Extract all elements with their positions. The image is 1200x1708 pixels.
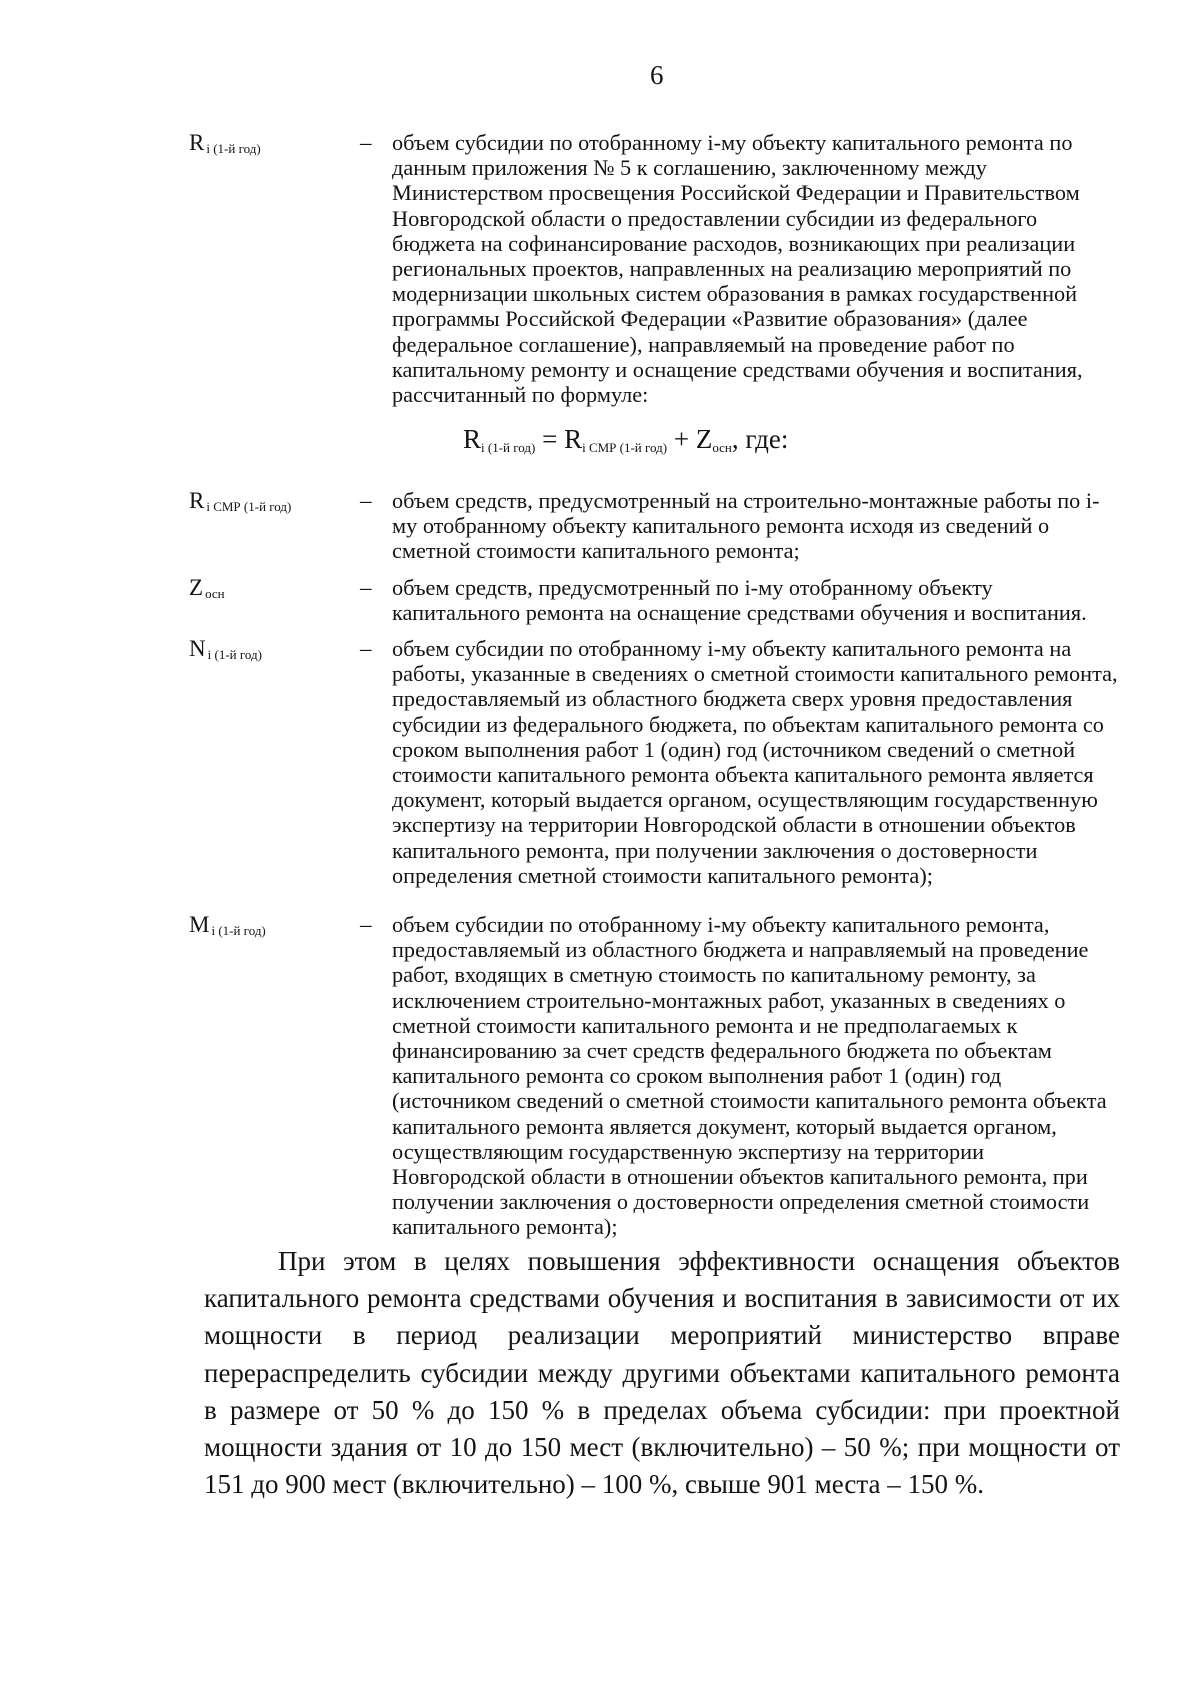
formula-tail: , где: <box>731 424 789 454</box>
symbol-subscript: осн <box>205 586 225 601</box>
definition-text-m-first-year: объем субсидии по отобранному i-му объекту капитального ремонта, предоставляемый из областного бюджета и направляемый на проведение работ, входящих в сметную стоимость по капитальному ремонту, за исключением строительно-монтажных работ, указанных в сведениях о сметной стоимости капитального ремонта и не предполагаемых к финансированию за счет средств федерального бюджета по объектам капитального ремонта со сроком выполнения работ 1 (один) год (источником сведений о сметной стоимости капитального ремонта объекта капитального ремонта является документ, который выдается органом, осуществляющим государственную экспертизу на территории Новгородской области в отношении объектов капитального ремонта, при получении заключения о достоверности определения сметной стоимости капитального ремонта); <box>392 912 1107 1240</box>
formula-equals: = <box>535 424 565 454</box>
definition-text-z-osn: объем средств, предусмотренный по i-му отобранному объекту капитального ремонта на оснащение средствами обучения и воспитания. <box>392 575 1087 626</box>
definition-dash: – <box>360 912 372 937</box>
symbol-letter: R <box>189 488 205 513</box>
definition-text-r-smr: объем средств, предусмотренный на строительно-монтажные работы по i-му отобранному объекту капитального ремонта исходя из сведений о сметной стоимости капитального ремонта; <box>392 488 1100 564</box>
definition-dash: – <box>360 575 372 600</box>
symbol-letter: N <box>189 636 206 661</box>
formula-lhs-subscript: i (1-й год) <box>481 440 536 455</box>
definition-text-n-first-year: объем субсидии по отобранному i-му объекту капитального ремонта на работы, указанные в сведениях о сметной стоимости капитального ремонта, предоставляемый из областного бюджета сверх уровня предоставления субсидии из федерального бюджета, по объектам капитального ремонта со сроком выполнения работ 1 (один) год (источником сведений о сметной стоимости капитального ремонта объекта капитального ремонта является документ, который выдается органом, осуществляющим государственную экспертизу на территории Новгородской области в отношении объектов капитального ремонта, при получении заключения о достоверности определения сметной стоимости капитального ремонта); <box>392 636 1118 888</box>
symbol-subscript: i (1-й год) <box>206 141 261 156</box>
symbol-letter: Z <box>189 575 204 600</box>
symbol-r-smr <box>189 488 291 520</box>
formula-lhs: R <box>463 424 482 454</box>
formula-term2-subscript: осн <box>712 440 732 455</box>
formula-term1-subscript: i СМР (1-й год) <box>582 440 668 455</box>
symbol-letter: M <box>189 912 210 937</box>
definition-dash: – <box>360 636 372 661</box>
symbol-subscript: i (1-й год) <box>207 647 262 662</box>
definition-dash: – <box>360 130 372 155</box>
symbol-letter: R <box>189 130 205 155</box>
formula-term2: Z <box>695 424 713 454</box>
formula-term1: R <box>564 424 583 454</box>
formula-plus: + <box>667 424 696 454</box>
symbol-r-first-year <box>189 130 261 162</box>
symbol-subscript: i (1-й год) <box>211 923 266 938</box>
definition-text-r-first-year: объем субсидии по отобранному i-му объекту капитального ремонта по данным приложения № 5 к соглашению, заключенному между Министерством просвещения Российской Федерации и Правительством Новгородской области о предоставлении субсидии из федерального бюджета на софинансирование расходов, возникающих при реализации региональных проектов, направленных на реализацию мероприятий по модернизации школьных систем образования в рамках государственной программы Российской Федерации «Развитие образования» (далее федеральное соглашение), направляемый на проведение работ по капитальному ремонту и оснащение средствами обучения и воспитания, рассчитанный по формуле: <box>392 130 1083 408</box>
symbol-n-first-year <box>189 636 262 668</box>
symbol-z-osn <box>189 575 225 607</box>
symbol-subscript: i СМР (1-й год) <box>206 499 292 514</box>
formula <box>463 424 788 456</box>
definition-dash: – <box>360 488 372 513</box>
body-paragraph: При этом в целях повышения эффективности оснащения объектов капитального ремонта средствами обучения и воспитания в зависимости от их мощности в период реализации мероприятий министерство вправе перераспределить субсидии между другими объектами капитального ремонта в размере от 50 % до 150 % в пределах объема субсидии: при проектной мощности здания от 10 до 150 мест (включительно) – 50 %; при мощности от 151 до 900 мест (включительно) – 100 %, свыше 901 места – 150 %. <box>204 1246 1120 1500</box>
page-number: 6 <box>650 60 664 90</box>
symbol-m-first-year <box>189 912 266 944</box>
